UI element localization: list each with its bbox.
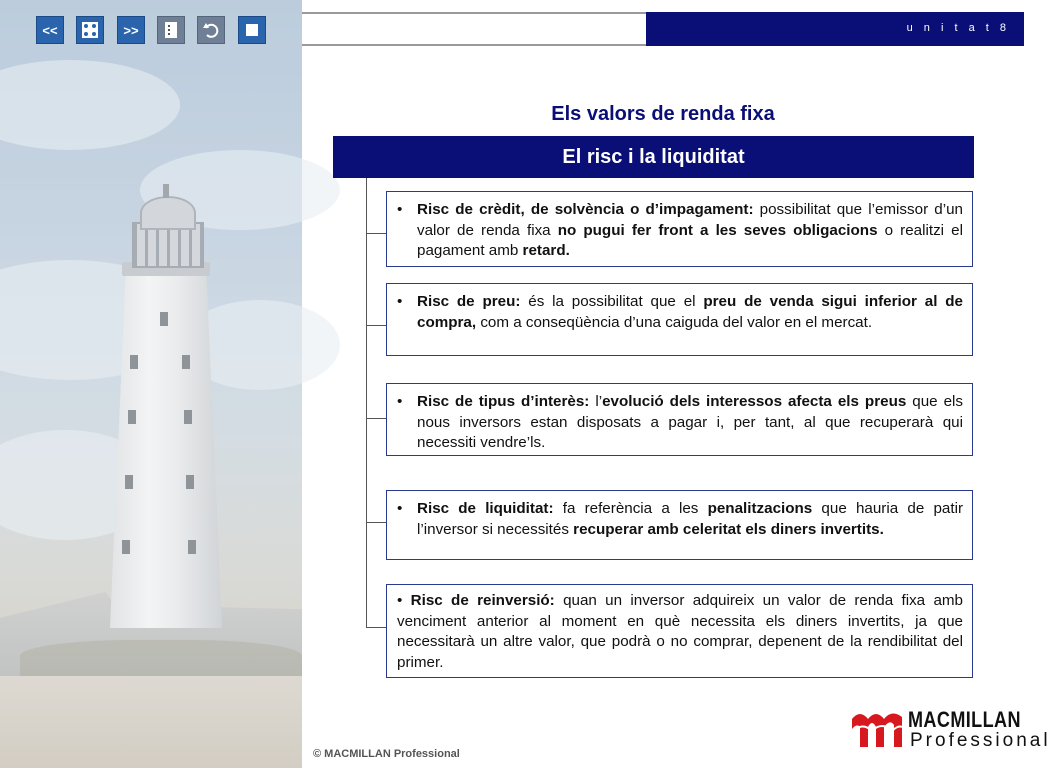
text-run: com a conseqüència d’una caiguda del valor en el mercat.	[476, 313, 873, 331]
connector-tick	[366, 233, 386, 234]
previous-button[interactable]	[36, 16, 64, 44]
copyright-text: © MACMILLAN Professional	[313, 748, 460, 760]
stop-square-icon	[245, 23, 259, 37]
bold-text-run: Risc de liquiditat:	[417, 500, 554, 517]
section-title: El risc i la liquiditat	[562, 145, 745, 168]
back-button[interactable]	[197, 16, 225, 44]
bold-text-run: evolució dels interessos afecta els preus	[602, 393, 907, 410]
macmillan-m-icon	[850, 707, 904, 751]
bold-text-run: no pugui fer front a les seves obligacions	[557, 221, 878, 239]
menu-button[interactable]	[76, 16, 104, 44]
bold-text-run: recuperar amb celeritat els diners invertits.	[573, 520, 884, 538]
next-button[interactable]	[117, 16, 145, 44]
connector-tick	[366, 325, 386, 326]
risk-item-text	[397, 592, 963, 671]
text-run: és la possibilitat que el	[520, 293, 704, 310]
header-left-strip	[302, 14, 646, 46]
bold-text-run: Risc de crèdit, de solvència o d’impagament:	[417, 201, 754, 218]
bold-text-run: preu de venda sigui inferior al de compra,	[417, 293, 963, 331]
risk-item-text	[417, 500, 963, 538]
unit-label: u n i t a t 8	[906, 22, 1010, 34]
risk-item-text	[417, 201, 963, 259]
dice-grid-icon	[81, 21, 99, 39]
page-title: Els valors de renda fixa	[551, 103, 775, 125]
risk-item-interest	[386, 383, 973, 456]
bold-text-run: Risc de preu:	[417, 293, 521, 310]
text-run: que els nous inversors estan disposats a pagar i, per tant, al que recuperarà qui necessiti vendre’ls.	[417, 393, 963, 451]
text-run: que hauria de patir l’inversor si necessités	[417, 500, 964, 538]
connector-line	[366, 178, 367, 628]
next-label: >>	[123, 22, 139, 38]
index-button[interactable]	[157, 16, 185, 44]
macmillan-logo	[850, 705, 1051, 755]
risk-item-text	[417, 393, 963, 451]
bold-text-run: penalitzacions	[707, 500, 813, 517]
risk-item-credit	[386, 191, 973, 267]
bullet: •	[397, 293, 403, 310]
text-run: fa referència a les	[553, 500, 708, 517]
risk-item-price	[386, 283, 973, 356]
bold-text-run: retard.	[522, 242, 570, 259]
list-icon	[163, 21, 179, 39]
undo-arrow-icon	[202, 21, 220, 39]
previous-label: <<	[42, 22, 58, 38]
text-run: o realitzi el pagament amb	[417, 221, 963, 259]
logo-sub: Professional	[910, 730, 1051, 751]
bullet: •	[397, 500, 403, 517]
bold-text-run: Risc de reinversió:	[402, 592, 555, 609]
connector-tick	[366, 627, 386, 628]
section-header	[333, 136, 974, 178]
connector-tick	[366, 522, 386, 523]
risk-item-reinvestment	[386, 584, 973, 678]
text-run: possibilitat que l’emissor d’un valor de renda fixa	[417, 201, 963, 239]
bullet: •	[397, 393, 403, 410]
bullet: •	[397, 201, 403, 218]
connector-tick	[366, 418, 386, 419]
lighthouse-photo	[0, 0, 302, 768]
bold-text-run: Risc de tipus d’interès:	[417, 393, 590, 410]
header-bar	[646, 12, 1024, 46]
logo-word: MACMILLAN	[908, 707, 1021, 732]
text-run: l’	[589, 393, 603, 410]
text-run: quan un inversor adquireix un valor de renda fixa amb venciment anterior al moment en què necessita els diners invertits, ja que necessitarà un altre valor, que podrà o no comprar, depenent de la rendibilitat del primer.	[397, 592, 963, 671]
exit-button[interactable]	[238, 16, 266, 44]
risk-item-liquidity	[386, 490, 973, 560]
photo-veil	[0, 0, 302, 768]
risk-item-text	[417, 293, 963, 331]
bullet: •	[397, 592, 403, 609]
